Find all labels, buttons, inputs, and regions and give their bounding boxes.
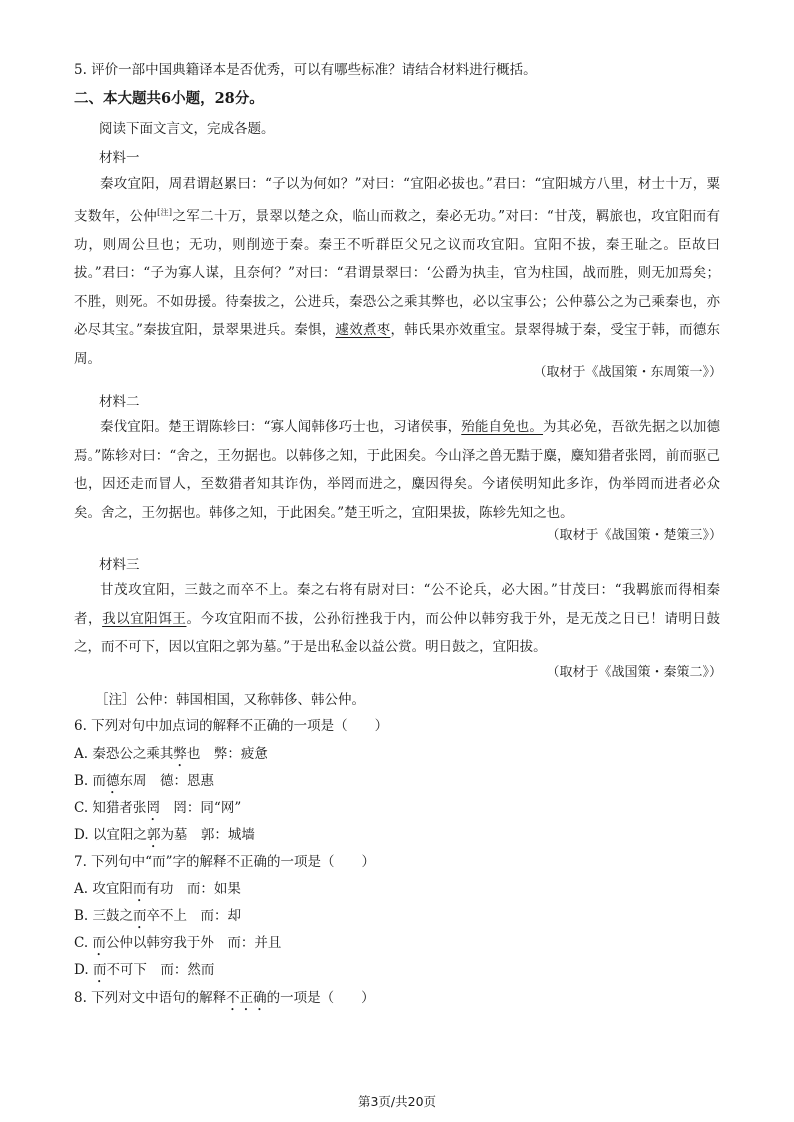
dotted-word: 德 xyxy=(106,773,120,789)
option-text: 东周 德：恩惠 xyxy=(119,773,215,789)
option-text: C. 知猎者张 xyxy=(74,800,147,816)
option-text: A. 攻宜阳 xyxy=(74,881,133,897)
underlined-phrase: 遽效煮枣 xyxy=(335,322,391,339)
material-2-source: （取材于《战国策・楚策三》） xyxy=(546,528,722,543)
option-text: D. 以宜阳之 xyxy=(74,827,147,843)
section-heading: 二、本大题共6小题，28分。 xyxy=(74,90,264,107)
question-6-option-d xyxy=(74,825,255,851)
material-1-label: 材料一 xyxy=(99,150,140,166)
material-2-text xyxy=(74,413,720,527)
dotted-word: 不正确 xyxy=(226,990,267,1006)
question-5: 5. 评价一部中国典籍译本是否优秀，可以有哪些标准？请结合材料进行概括。 xyxy=(74,62,537,78)
question-7-stem: 7. 下列句中“而”字的解释不正确的一项是（ ） xyxy=(74,854,375,870)
dotted-word: 弊 xyxy=(173,746,187,762)
option-text: 罔：同“网” xyxy=(159,800,242,816)
option-text: 不可下 而：然而 xyxy=(106,962,215,978)
stem-text: 的一项是（ ） xyxy=(266,990,375,1006)
annotation-note: ［注］公仲：韩国相国，又称韩侈、韩公仲。 xyxy=(95,692,365,708)
page-footer: 第3页/共20页 xyxy=(357,1094,437,1109)
question-7-option-b xyxy=(74,906,241,932)
dotted-word: 而 xyxy=(132,881,147,897)
dotted-word: 而 xyxy=(133,908,147,924)
material-1-source: （取材于《战国策・东周策一》） xyxy=(533,365,722,380)
dotted-word: 而 xyxy=(92,935,106,951)
option-text: 卒不上 而：却 xyxy=(146,908,242,924)
question-7-option-a xyxy=(74,879,241,905)
material-3-text xyxy=(74,576,720,662)
material-3-label: 材料三 xyxy=(99,557,140,573)
option-text: 公仲以韩穷我于外 而：并且 xyxy=(105,935,282,951)
dotted-word: 郭 xyxy=(146,827,161,843)
option-text: B. 三鼓之 xyxy=(74,908,134,924)
underlined-phrase: 我以宜阳饵王 xyxy=(102,610,187,627)
passage-segment: 之军二十万，景翠以楚之众，临山而救之，秦必无功。”对曰：“甘茂，羁旅也，攻宜阳而有功，则周公旦也；无功，则削迹于秦。秦王不听群臣父兄之议而攻宜阳。宜阳不拔，秦王耻之。臣故曰拔。”君曰：“子为寡人谋，且奈何？”对曰：“君谓景翠曰：‘公爵为执圭，官为柱国，战而胜，则无加焉矣；不胜，则死。不如毋援。待秦拔之，公进兵，秦恐公之乘其弊也，必以宝事公；公仲慕公之为己乘秦也，亦必尽其宝。”秦拔宜阳，景翠果进兵。秦惧， xyxy=(74,208,720,339)
passage-segment: 秦攻宜阳，周君谓赵累曰：“子以为何如？”对曰：“宜阳必拔也。”君曰：“宜阳城方八里，材士十万，粟支数年，公仲 xyxy=(74,176,720,225)
question-6-option-a xyxy=(74,744,268,770)
passage-segment: 甘茂攻宜阳，三鼓之而卒不上。秦之右将有尉对曰：“公不论兵，必大困。”甘茂曰：“我羁旅而得相秦者， xyxy=(74,582,720,627)
material-3-source: （取材于《战国策・秦策二》） xyxy=(546,665,722,680)
option-text: B. 而 xyxy=(74,773,107,789)
option-text: 为墓 郭：城墙 xyxy=(160,827,255,843)
underlined-phrase: 殆能自免也。 xyxy=(461,419,544,435)
option-text: 有功 而：如果 xyxy=(146,881,241,897)
material-1-text xyxy=(74,170,720,374)
material-2-label: 材料二 xyxy=(99,394,140,410)
option-text: D. xyxy=(74,962,93,978)
instruction: 阅读下面文言文，完成各题。 xyxy=(99,121,275,137)
option-text: C. xyxy=(74,935,93,951)
dotted-word: 而 xyxy=(92,962,107,978)
passage-segment: ，韩氏果亦效重宝。景翠得城于秦，受宝于韩，而德东周。 xyxy=(74,322,721,368)
footnote-marker: [注] xyxy=(157,207,173,217)
question-6-option-b xyxy=(74,771,214,797)
question-6-option-c xyxy=(74,798,241,824)
dotted-word: 罔 xyxy=(146,800,160,816)
question-8-stem xyxy=(74,988,375,1014)
passage-segment: 为其必免，吾欲先据之以加德焉。”陈轸对曰：“舍之，王勿据也。以韩侈之知，于此困矣。今山泽之兽无黠于麋，麋知猎者张罔，前而驱己也，因还走而冒人，至数猎者知其诈伪，举罔而进之，麋因得矣。今诸侯明知此多诈，伪举罔而进者必众矣。舍之，王勿据也。韩侈之知，于此困矣。”楚王听之，宜阳果拔，陈轸先知之也。 xyxy=(74,419,721,521)
option-text: 也 弊：疲惫 xyxy=(186,746,268,762)
option-text: A. 秦恐公之乘其 xyxy=(74,746,174,762)
question-6-stem: 6. 下列对句中加点词的解释不正确的一项是（ ） xyxy=(74,718,389,734)
passage-segment: 秦伐宜阳。楚王谓陈轸曰：“寡人闻韩侈巧士也，习诸侯事， xyxy=(100,419,462,435)
stem-text: 8. 下列对文中语句的解释 xyxy=(74,990,227,1006)
question-7-option-c xyxy=(74,933,281,959)
passage-segment: 。今攻宜阳而不拔，公孙衍挫我于内，而公仲以韩穷我于外，是无茂之日已！请明日鼓之，而不可下，因以宜阳之郭为墓。”于是出私金以益公赏。明日鼓之，宜阳拔。 xyxy=(74,610,721,656)
question-7-option-d xyxy=(74,960,214,986)
